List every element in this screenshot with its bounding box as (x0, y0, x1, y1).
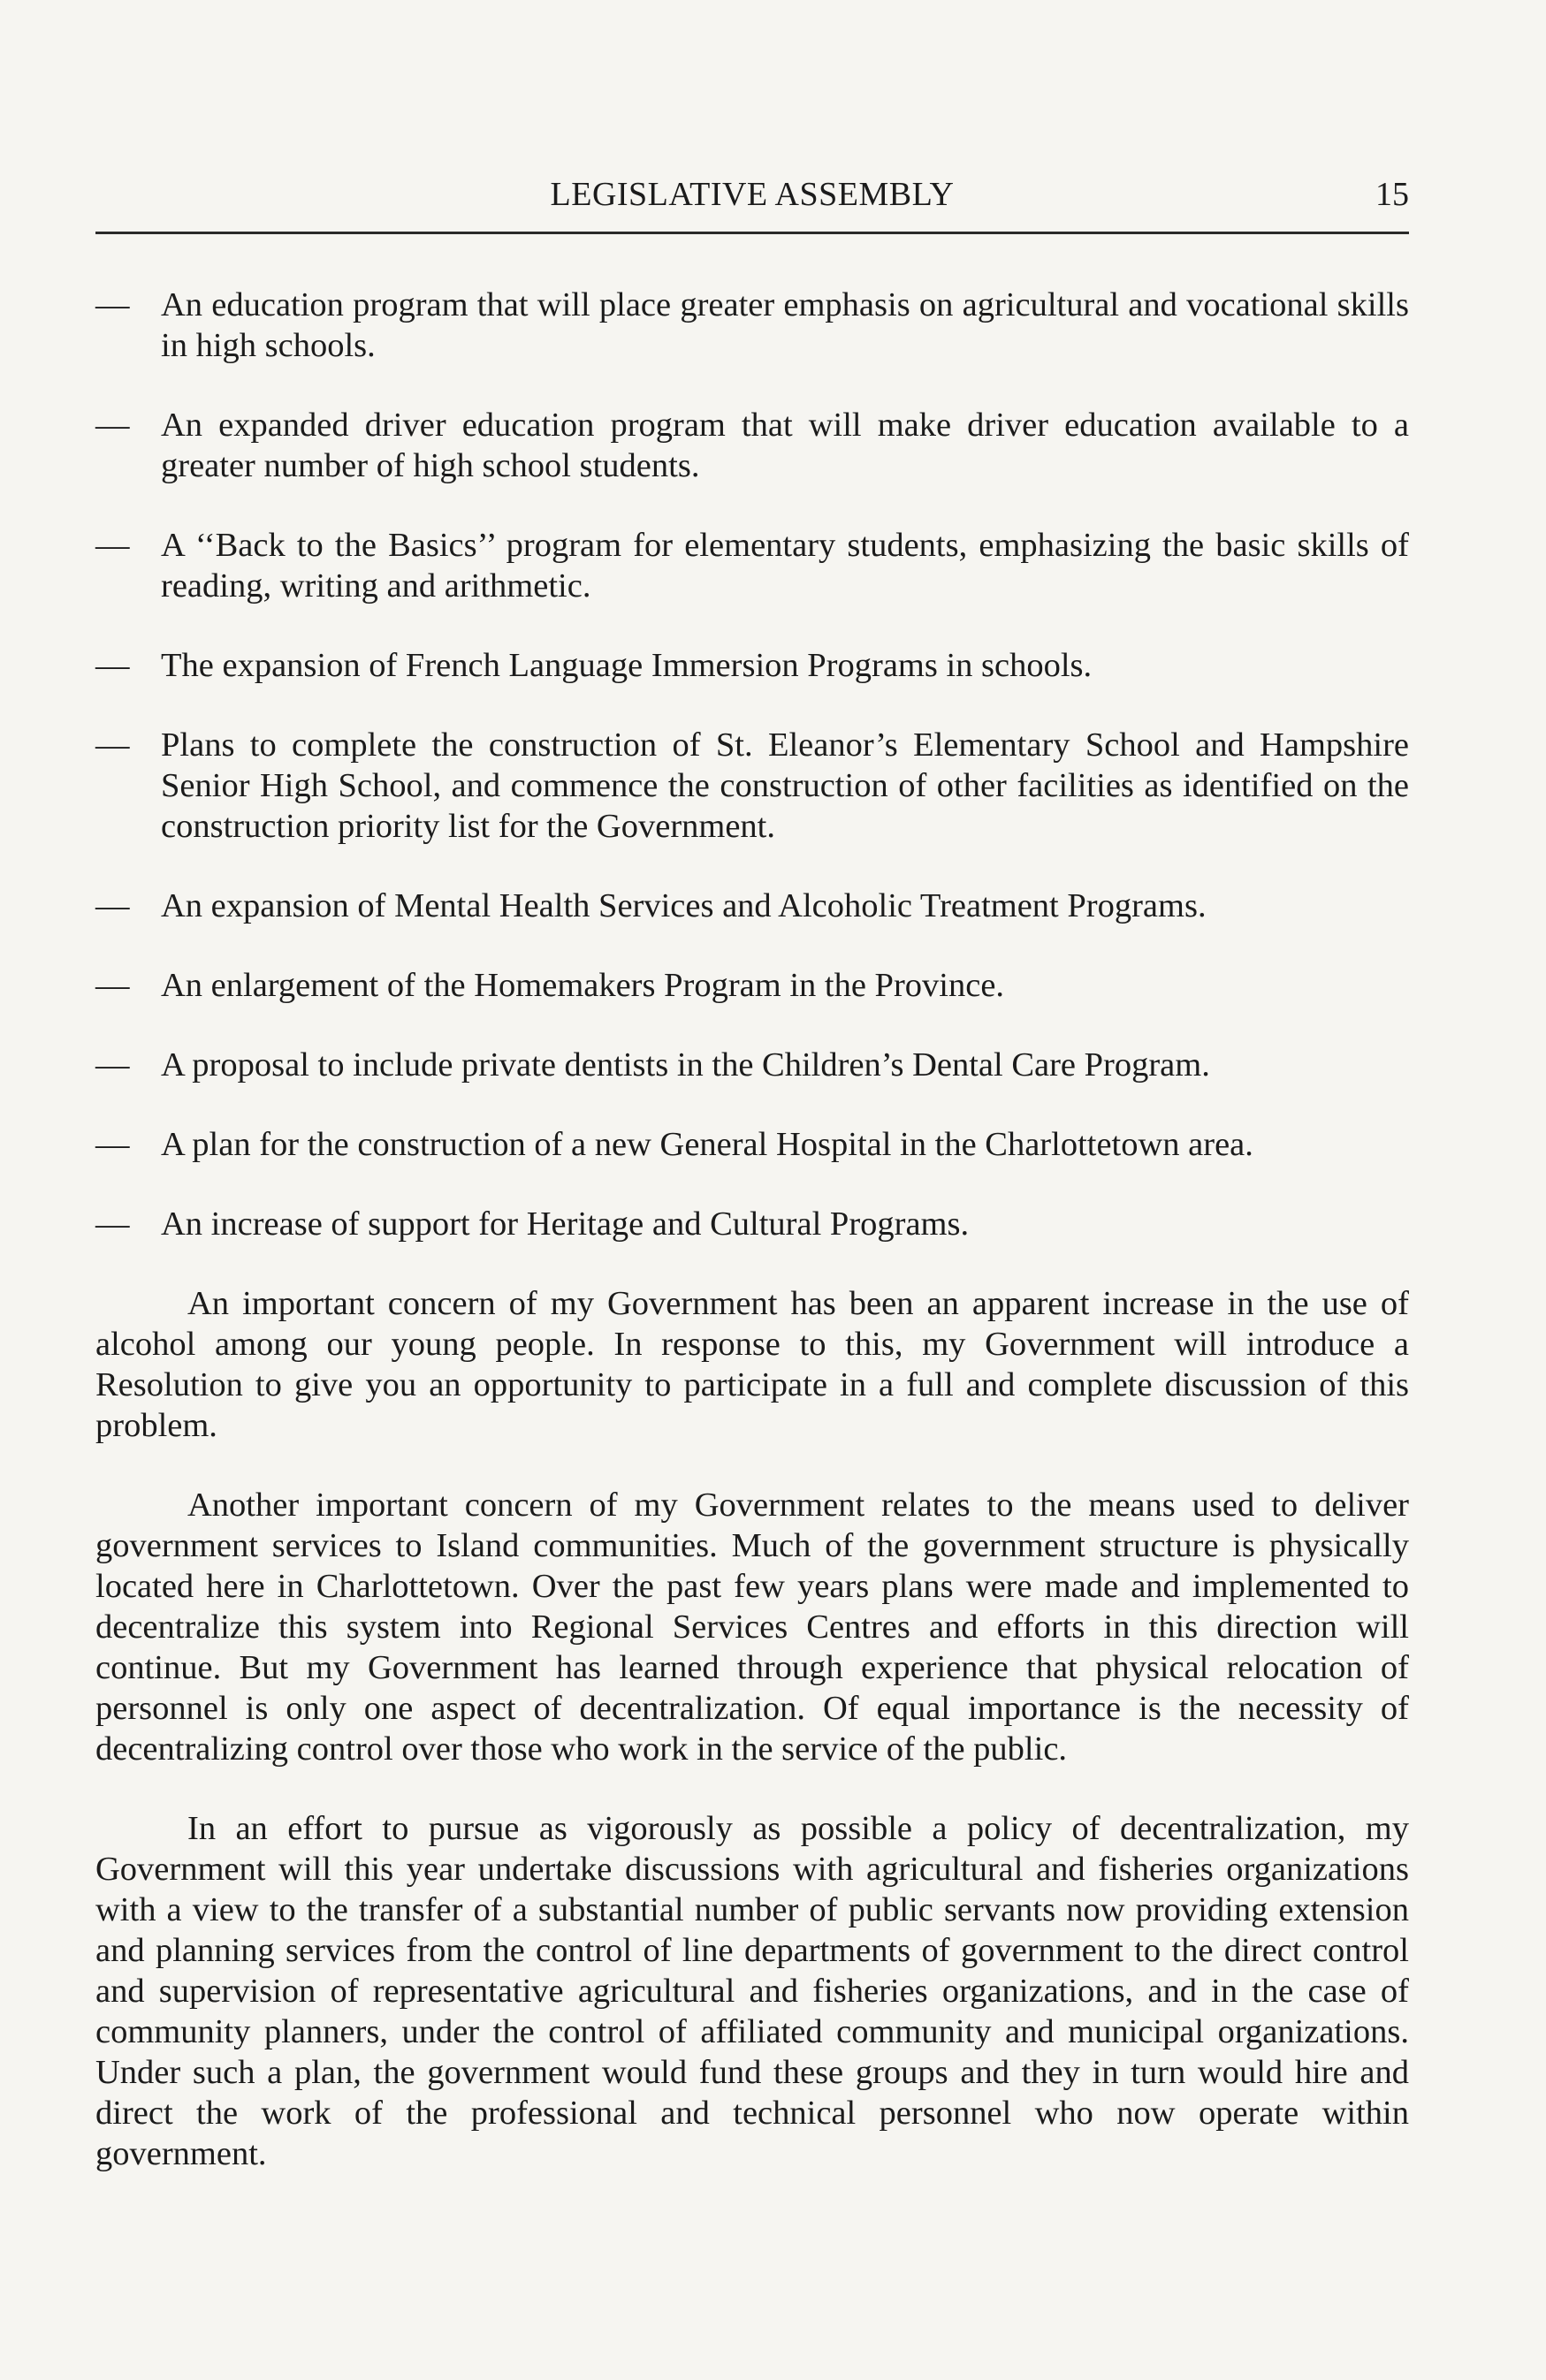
paragraph-service-delivery: Another important concern of my Government relates to the means used to deliver government services to Island communities. Much of the government structure is physically located here in Charlottetown. Over the past few years plans were made and implemented to decentralize this system into Regional Services Centres and efforts in this direction will continue. But my Government has learned through experience that physical relocation of personnel is only one aspect of decentralization. Of equal importance is the necessity of decentralizing control over those who work in the service of the public. (95, 1487, 1409, 1768)
dash-marker: — (95, 647, 130, 684)
program-list (95, 285, 1409, 1244)
list-item (95, 285, 1409, 366)
header-rule (95, 232, 1409, 234)
dash-marker: — (95, 1205, 130, 1243)
list-item-text: An education program that will place greater emphasis on agricultural and vocational skills in high schools. (161, 286, 1409, 364)
dash-marker: — (95, 726, 130, 764)
list-item (95, 1124, 1409, 1165)
dash-marker: — (95, 527, 130, 564)
dash-marker: — (95, 286, 130, 323)
dash-marker: — (95, 1126, 130, 1163)
list-item-text: Plans to complete the construction of St. Eleanor’s Elementary School and Hampshire Senior High School, and commence the construction of other facilities as identified on the construction priority list for the Government. (161, 726, 1409, 845)
page-number: 15 (1375, 176, 1409, 213)
list-item-text: A plan for the construction of a new General Hospital in the Charlottetown area. (161, 1126, 1253, 1163)
list-item (95, 1204, 1409, 1244)
list-item (95, 525, 1409, 606)
page-header (95, 173, 1409, 216)
dash-marker: — (95, 407, 130, 444)
list-item (95, 965, 1409, 1006)
list-item-text: An enlargement of the Homemakers Program in the Province. (161, 967, 1005, 1004)
list-item (95, 645, 1409, 686)
list-item-text: The expansion of French Language Immersion Programs in schools. (161, 647, 1093, 684)
dash-marker: — (95, 1046, 130, 1084)
running-head: LEGISLATIVE ASSEMBLY (550, 176, 955, 213)
list-item-text: A proposal to include private dentists in the Children’s Dental Care Program. (161, 1046, 1210, 1084)
dash-marker: — (95, 967, 130, 1004)
list-item-text: A ‘‘Back to the Basics’’ program for elementary students, emphasizing the basic skills of reading, writing and arithmetic. (161, 527, 1409, 605)
list-item-text: An expanded driver education program that will make driver education available to a greater number of high school students. (161, 407, 1409, 484)
paragraph-alcohol-concern: An important concern of my Government has been an apparent increase in the use of alcohol among our young people. In response to this, my Government will introduce a Resolution to give you an opportunity to participate in a full and complete discussion of this problem. (95, 1285, 1409, 1444)
list-item-text: An increase of support for Heritage and Cultural Programs. (161, 1205, 970, 1243)
list-item (95, 725, 1409, 847)
body-text (95, 285, 1409, 2213)
dash-marker: — (95, 887, 130, 924)
paragraph-decentralization: In an effort to pursue as vigorously as possible a policy of decentralization, my Government will this year undertake discussions with agricultural and fisheries organizations with a view to the transfer of a substantial number of public servants now providing extension and planning services from the control of line departments of government to the direct control and supervision of representative agricultural and fisheries organizations, and in the case of community planners, under the control of affiliated community and municipal organizations. Under such a plan, the government would fund these groups and they in turn would hire and direct the work of the professional and technical personnel who now operate within government. (95, 1810, 1409, 2172)
list-item (95, 1045, 1409, 1085)
list-item (95, 886, 1409, 926)
list-item-text: An expansion of Mental Health Services and Alcoholic Treatment Programs. (161, 887, 1207, 924)
list-item (95, 405, 1409, 486)
